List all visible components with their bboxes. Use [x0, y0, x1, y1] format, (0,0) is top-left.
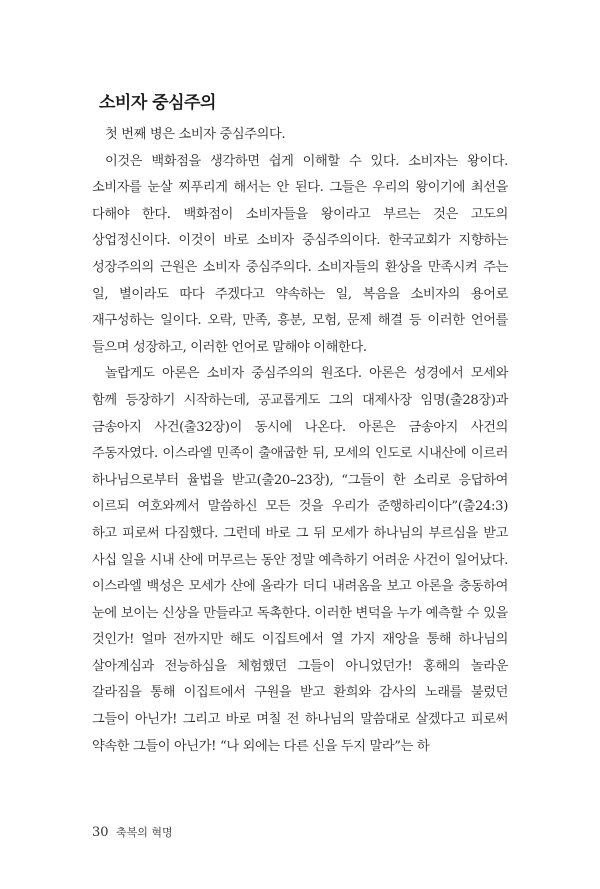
section-heading: 소비자 중심주의 [99, 93, 216, 113]
page-footer [92, 824, 173, 840]
body-text [92, 122, 508, 760]
paragraph: 첫 번째 병은 소비자 중심주의다. [105, 127, 286, 142]
paragraph: 이것은 백화점을 생각하면 쉽게 이해할 수 있다. 소비자는 왕이다. 소비자를 눈살 찌푸리게 해서는 안 된다. 그들은 우리의 왕이기에 최선을 다해야 한다. 백화점이 소비자들을 왕이라고 부르는 것은 고도의 상업정신이다. 이것이 바로 소비자 중심주의이다. 한국교회가 지향하는 성장주의의 근원은 소비자 중심주의다. 소비자들의 환상을 만족시켜 주는 일, 별이라도 따다 주겠다고 약속하는 일, 복음을 소비자의 용어로 재구성하는 일이다. 오락, 만족, 흥분, 모험, 문제 해결 등 이러한 언어를 들으며 성장하고, 이러한 언어로 말해야 이해한다. [92, 153, 508, 355]
running-title: 축복의 혁명 [116, 826, 173, 839]
paragraph: 놀랍게도 아론은 소비자 중심주의의 원조다. 아론은 성경에서 모세와 함께 등장하기 시작하는데, 공교롭게도 그의 대제사장 임명(출28장)과 금송아지 사건(출32장)이 동시에 나온다. 아론은 금송아지 사건의 주동자였다. 이스라엘 민족이 출애굽한 뒤, 모세의 인도로 시내산에 이르러 하나님으로부터 율법을 받고(출20–23장), “그들이 한 소리로 응답하여 이르되 여호와께서 말씀하신 모든 것을 우리가 준행하리이다”(출24:3) 하고 피로써 다짐했다. 그런데 바로 그 뒤 모세가 하나님의 부르심을 받고 사십 일을 시내 산에 머무르는 동안 정말 예측하기 어려운 사건이 일어났다. 이스라엘 백성은 모세가 산에 올라가 더디 내려옴을 보고 아론을 충동하여 눈에 보이는 신상을 만들라고 독촉한다. 이러한 변덕을 누가 예측할 수 있을 것인가! 얼마 전까지만 해도 이집트에서 열 가지 재앙을 통해 하나님의 살아계심과 전능하심을 체험했던 그들이 아니었던가! 홍해의 놀라운 갈라짐을 통해 이집트에서 구원을 받고 환희와 감사의 노래를 불렀던 그들이 아닌가! 그리고 바로 며칠 전 하나님의 말씀대로 살겠다고 피로써 약속한 그들이 아닌가! “나 외에는 다른 신을 두지 말라”는 하 [92, 366, 508, 754]
page-number: 30 [92, 825, 109, 840]
